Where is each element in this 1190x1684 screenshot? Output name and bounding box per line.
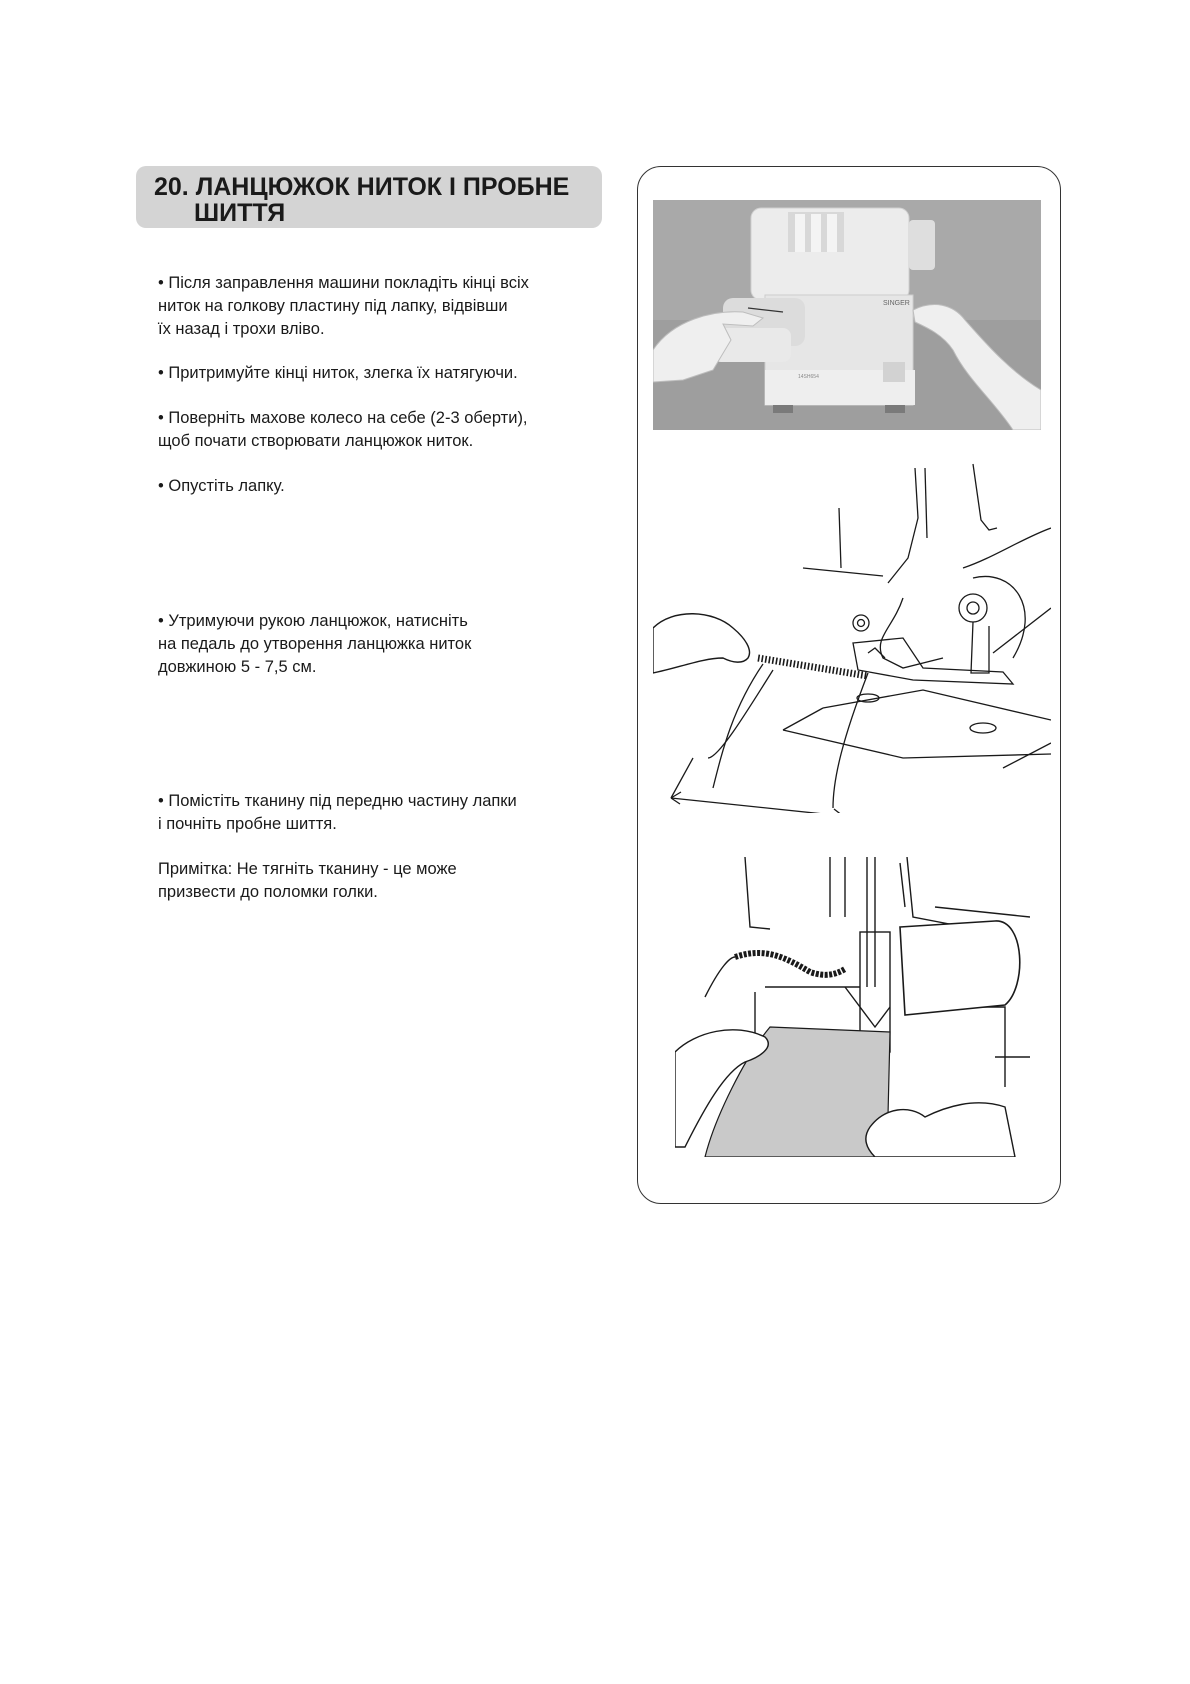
text-line: ниток на голкову пластину під лапку, відвівши [158, 297, 508, 315]
thread-chain-drawing [653, 458, 1051, 813]
test-sewing-drawing [675, 857, 1030, 1157]
instruction-step-5 [158, 610, 598, 679]
text-line: • Утримуючи рукою ланцюжок, натисніть [158, 612, 468, 630]
text-line: • Опустіть лапку. [158, 477, 285, 495]
text-line: призвести до поломки голки. [158, 883, 378, 901]
text-line: • Після заправлення машини покладіть кінці всіх [158, 274, 529, 292]
section-header [136, 166, 602, 228]
text-line: щоб почати створювати ланцюжок ниток. [158, 432, 474, 450]
instruction-step-1 [158, 272, 598, 341]
photo-brand-label: SINGER [883, 300, 910, 307]
section-title-line2: ШИТТЯ [194, 199, 286, 227]
instruction-step-6 [158, 790, 598, 836]
text-line: Примітка: Не тягніть тканину - це може [158, 860, 457, 878]
section-title-line1: 20. ЛАНЦЮЖОК НИТОК І ПРОБНЕ [154, 173, 570, 201]
text-line: їх назад і трохи вліво. [158, 320, 325, 338]
note [158, 858, 598, 904]
text-line: • Притримуйте кінці ниток, злегка їх натягуючи. [158, 364, 518, 382]
instruction-step-4 [158, 475, 598, 498]
instruction-step-2 [158, 362, 598, 385]
text-line: довжиною 5 - 7,5 см. [158, 658, 317, 676]
text-line: і почніть пробне шиття. [158, 815, 337, 833]
text-line: • Поверніть махове колесо на себе (2-3 оберти), [158, 409, 528, 427]
text-line: • Помістіть тканину під передню частину лапки [158, 792, 517, 810]
serger-photo [653, 200, 1041, 430]
instruction-step-3 [158, 407, 598, 453]
text-line: на педаль до утворення ланцюжка ниток [158, 635, 472, 653]
photo-model-label: 14SH654 [798, 374, 819, 380]
